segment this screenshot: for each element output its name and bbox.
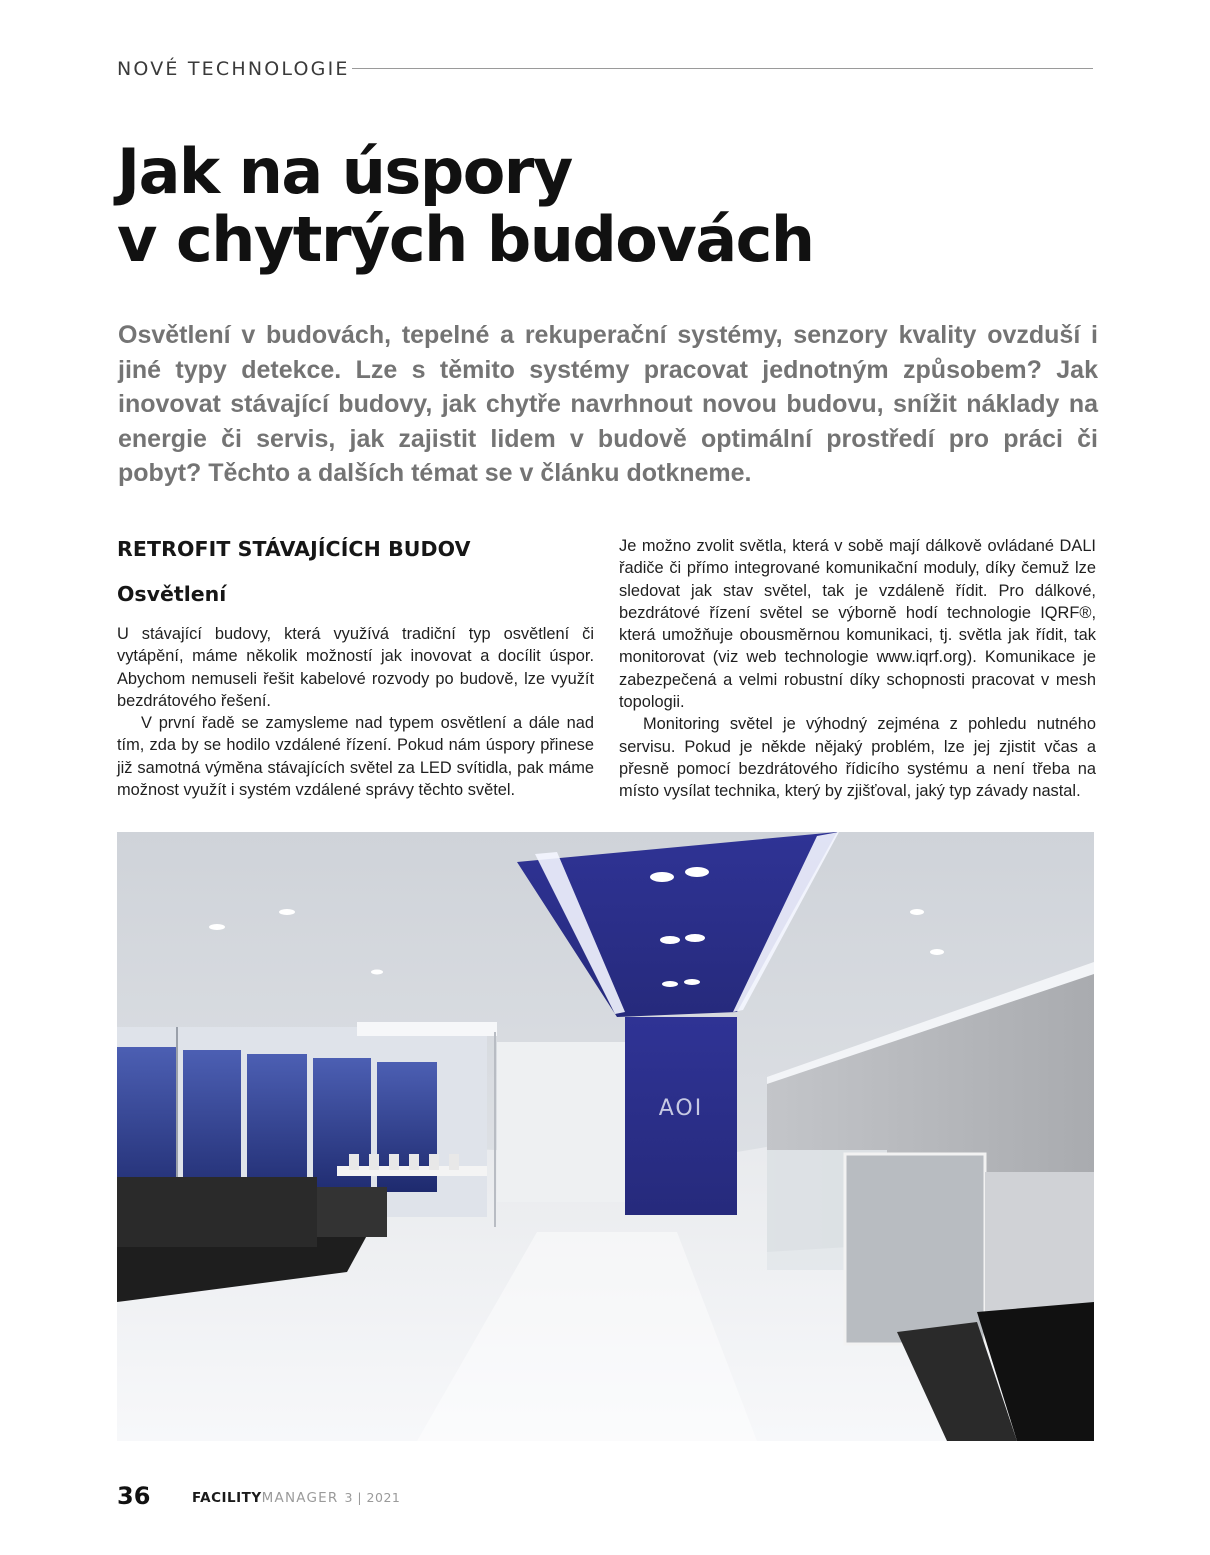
title-line-1: Jak na úspory xyxy=(117,135,572,208)
subheading: Osvětlení xyxy=(117,582,227,606)
article-lead: Osvětlení v budovách, tepelné a rekuperační systémy, senzory kvality ovzduší i jiné typy detekce. Lze s těmito systémy pracovat jednotným způsobem? Jak inovovat stávající budovy, jak chytře navrhnout novou budovu, snížit náklady na energie či servis, jak zajistit lidem v budově optimální prostředí pro práci či pobyt? Těchto a dalších témat se v článku dotkneme. xyxy=(118,321,1098,487)
left-column xyxy=(117,535,594,801)
office-interior-photo xyxy=(117,832,1094,1441)
page-footer xyxy=(117,1482,717,1514)
section-divider xyxy=(352,68,1093,69)
section-label: NOVÉ TECHNOLOGIE xyxy=(117,58,350,80)
paragraph: Monitoring světel je výhodný zejména z pohledu nutného servisu. Pokud je někde nějaký problém, lze jej zjistit včas a přesně pomocí bezdrátového řídicího systému a není třeba na místo vysílat technika, který by zjišťoval, jaký typ závady nastal. xyxy=(619,715,1096,801)
section-heading: RETROFIT STÁVAJÍCÍCH BUDOV xyxy=(117,537,471,561)
publication-name-light: MANAGER xyxy=(261,1490,339,1506)
paragraph: V první řadě se zamysleme nad typem osvětlení a dále nad tím, zda by se hodilo vzdálené řízení. Pokud nám úspory přinese již samotná výměna stávajících světel za LED svítidla, pak máme možnost využít i systém vzdálené správy těchto světel. xyxy=(117,714,594,800)
section-header xyxy=(117,56,1093,84)
publication-name-bold: FACILITY xyxy=(192,1490,262,1506)
paragraph: Je možno zvolit světla, která v sobě mají dálkově ovládané DALI řadiče či přímo integrované komunikační moduly, díky čemuž lze sledovat jak stav světel, tak je vzdáleně řídit. Pro dálkové, bezdrátové řízení světel se výborně hodí technologie IQRF®, která umožňuje obousměrnou komunikaci, tj. světla jak řídit, tak monitorovat (viz web technologie www.iqrf.org). Komunikace je zabezpečená a velmi robustní díky schopnosti pracovat v mesh topologii. xyxy=(619,537,1096,712)
issue-number: 3 | 2021 xyxy=(344,1490,401,1505)
page-number: 36 xyxy=(117,1482,151,1510)
paragraph: U stávající budovy, která využívá tradiční typ osvětlení či vytápění, máme několik možností jak inovovat a docílit úspor. Abychom nemuseli řešit kabelové rozvody po budově, lze využít bezdrátového řešení. xyxy=(117,625,594,710)
glass-display-case xyxy=(845,1154,985,1344)
right-column xyxy=(619,535,1096,803)
publication-name xyxy=(192,1490,400,1506)
reception-sign: AOI xyxy=(658,1096,704,1121)
article-title xyxy=(117,135,1017,276)
title-line-2: v chytrých budovách xyxy=(117,203,814,276)
